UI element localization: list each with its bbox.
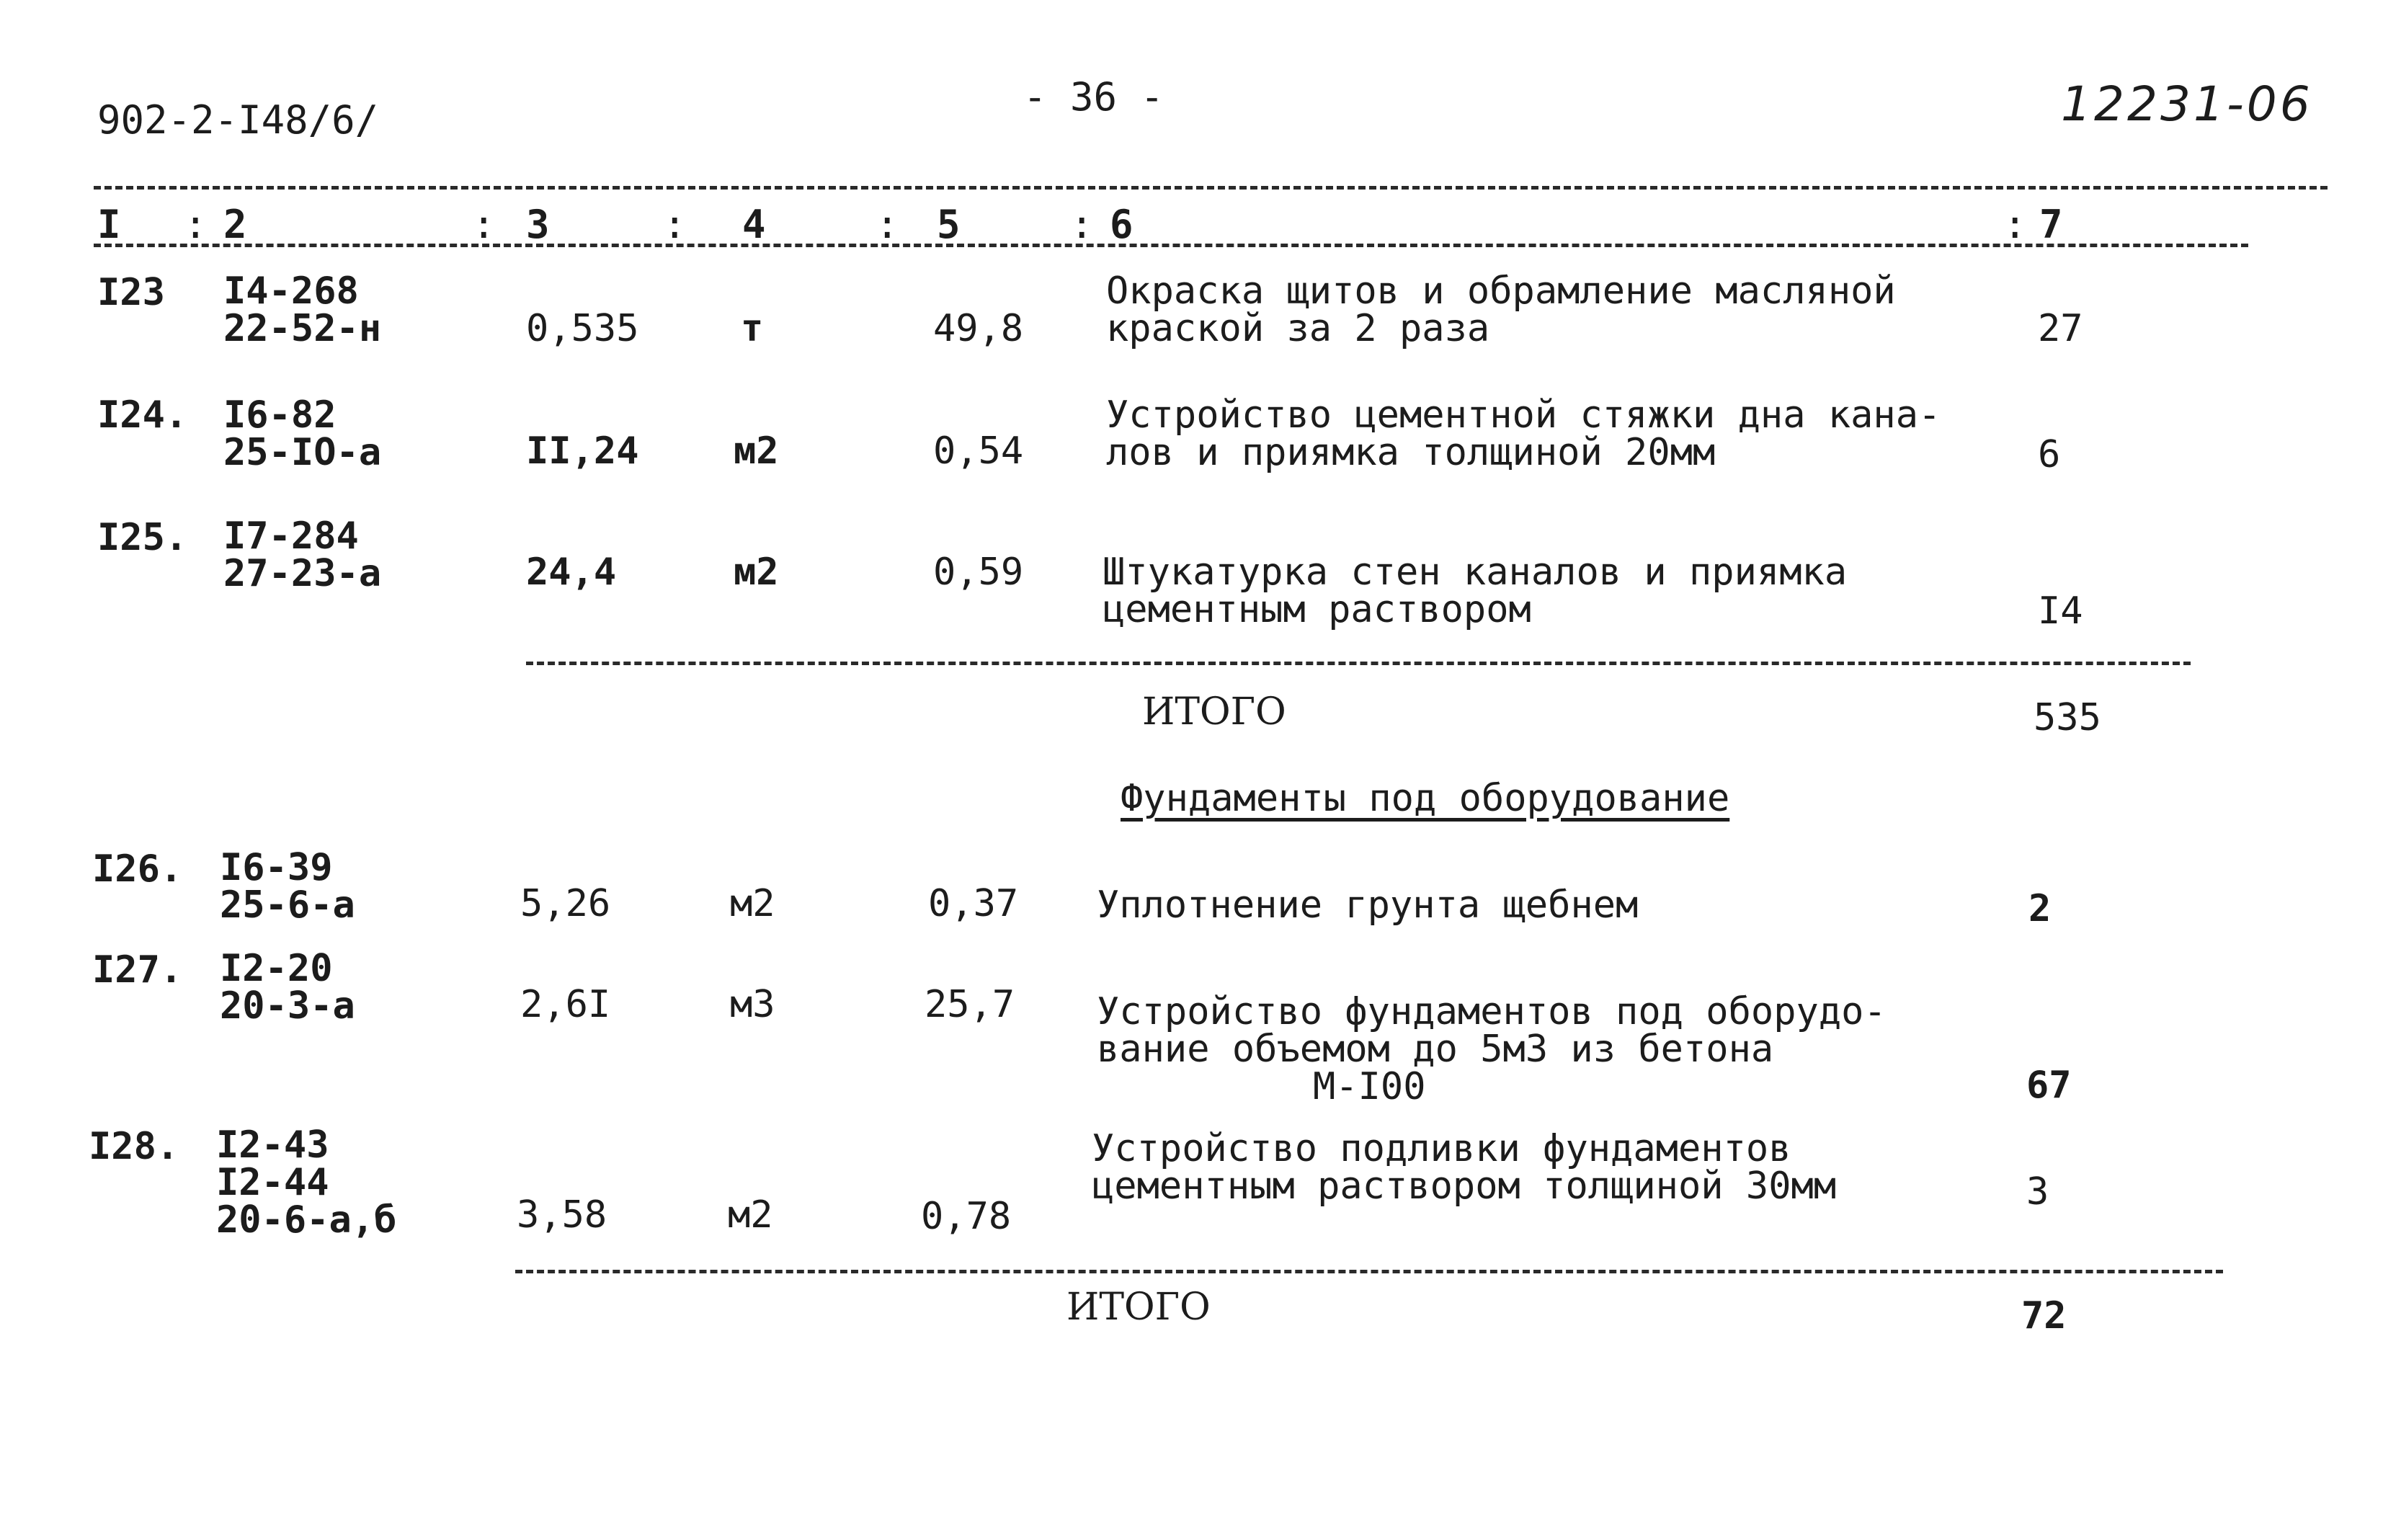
row-price: 0,78 (921, 1195, 1012, 1238)
row-description: Штукатурка стен каналов и приямка цементным раствором (1103, 551, 1848, 631)
row-price: 25,7 (925, 983, 1015, 1026)
row-quantity: 2,6I (520, 983, 611, 1026)
row-number: I26. (92, 847, 183, 891)
row-quantity: 5,26 (520, 882, 611, 925)
handwritten-number: 12231-06 (2061, 76, 2313, 132)
column-7: 7 (2039, 202, 2063, 247)
row-number: I25. (97, 516, 188, 559)
row-price: 0,37 (928, 882, 1019, 925)
column-sep: : (1070, 202, 1094, 247)
row-total: 3 (2026, 1170, 2049, 1214)
row-number: I28. (89, 1125, 179, 1168)
row-quantity: 0,535 (526, 307, 639, 350)
subtotal-value: 535 (2034, 696, 2101, 739)
header-bottom-rule (94, 244, 2248, 247)
row-total: 67 (2026, 1064, 2072, 1107)
row-total: I4 (2038, 589, 2083, 633)
row-description: Окраска щитов и обрамление масляной краской за 2 раза (1106, 270, 1896, 350)
column-6: 6 (1110, 202, 1133, 247)
column-sep: : (876, 202, 899, 247)
row-code: I2-43 I2-44 20-6-a,б (216, 1123, 397, 1242)
subtotal-label: ИТОГО (1142, 690, 1286, 734)
row-unit: м3 (730, 983, 775, 1026)
column-sep: : (2003, 202, 2027, 247)
row-unit: м2 (728, 1193, 773, 1237)
row-quantity: 24,4 (526, 551, 617, 594)
row-description: Устройство цементной стяжки дна кана- лов и приямка толщиной 20мм (1106, 393, 1941, 474)
row-unit: м2 (734, 429, 779, 473)
row-quantity: 3,58 (517, 1193, 607, 1237)
subtotal-value: 72 (2021, 1294, 2067, 1338)
row-unit: т (741, 307, 764, 350)
subtotal-rule (515, 1270, 2223, 1273)
column-sep: : (663, 202, 687, 247)
row-total: 6 (2038, 433, 2061, 476)
column-1: I (97, 202, 121, 247)
column-3: 3 (526, 202, 550, 247)
page-number: - 36 - (1023, 74, 1164, 120)
row-number: I27. (92, 948, 183, 992)
document-code: 902-2-I48/6/ (97, 97, 379, 143)
subtotal-rule (526, 662, 2191, 665)
section-title: Фундаменты под оборудование (1121, 777, 1730, 820)
row-quantity: II,24 (526, 429, 639, 473)
row-code: I4-268 22-52-н (223, 270, 382, 350)
row-code: I7-284 27-23-a (223, 515, 382, 595)
row-code: I2-20 20-3-a (220, 947, 355, 1028)
row-price: 0,54 (933, 429, 1024, 473)
row-price: 49,8 (933, 307, 1024, 350)
column-5: 5 (937, 202, 961, 247)
row-code: I6-39 25-6-a (220, 846, 355, 927)
column-4: 4 (742, 202, 766, 247)
row-description: Устройство подливки фундаментов цементным раствором толщиной 30мм (1092, 1127, 1837, 1208)
column-sep: : (184, 202, 208, 247)
subtotal-label: ИТОГО (1066, 1286, 1211, 1329)
row-total: 2 (2028, 887, 2052, 930)
row-description: Уплотнение грунта щебнем (1097, 884, 1639, 927)
row-description: Устройство фундаментов под оборудо- вание объемом до 5м3 из бетона М-I00 (1097, 990, 1887, 1108)
header-top-rule (94, 186, 2328, 190)
column-2: 2 (223, 202, 247, 247)
row-number: I24. (97, 393, 188, 437)
row-code: I6-82 25-IO-a (223, 393, 382, 474)
row-total: 27 (2038, 307, 2083, 350)
row-price: 0,59 (933, 551, 1024, 594)
row-number: I23 (97, 271, 165, 314)
column-sep: : (472, 202, 496, 247)
row-unit: м2 (734, 551, 779, 594)
row-unit: м2 (730, 882, 775, 925)
